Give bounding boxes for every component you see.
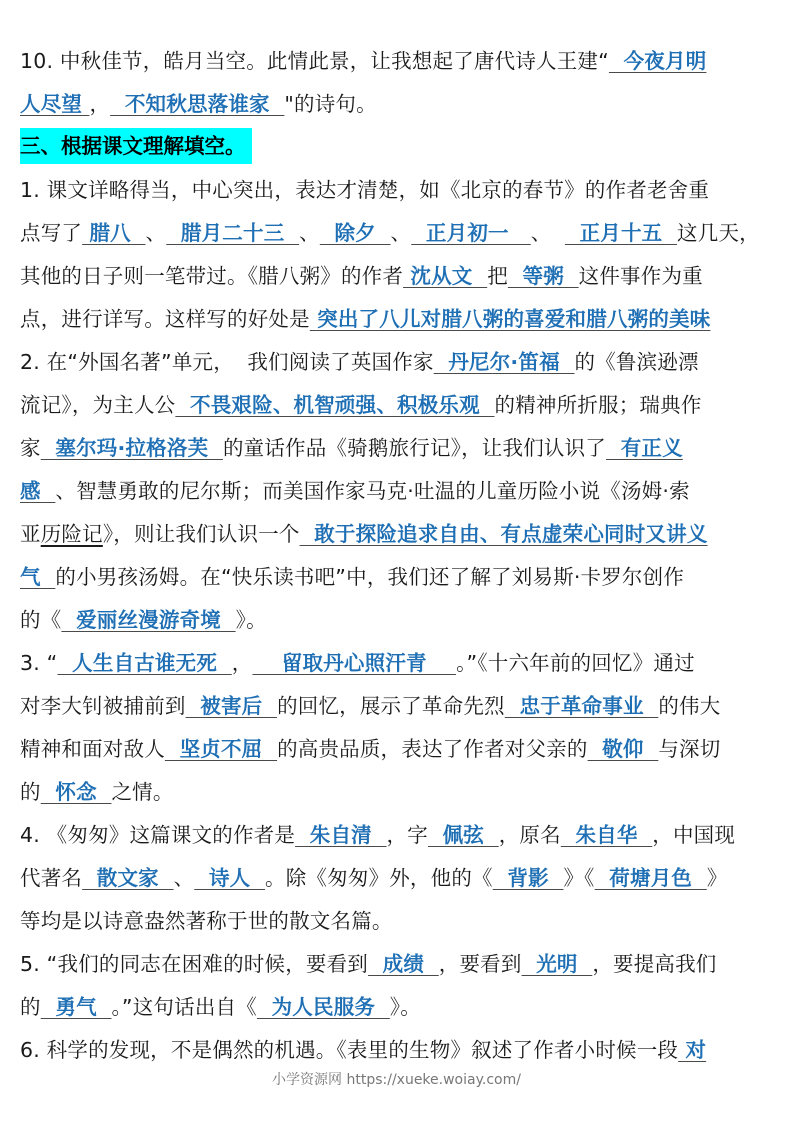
q2-line-4 [20,470,772,513]
q4-text: 代著名 [20,866,83,890]
q1-line-4 [20,298,772,341]
q5-answer-1: 成绩 [368,952,439,976]
q3-answer-5: 坚贞不屈 [164,737,278,761]
q3-text: 的回忆，展示了革命先烈 [277,694,505,718]
q1-sep: 、 [530,221,565,245]
q3-text: 之情。 [111,780,174,804]
section-3-heading: 三、根据课文理解填空。 [20,128,252,164]
q2-answer-4: 有正义 [606,436,683,460]
q3-sep: ， [231,651,253,675]
q6-text: 6. 科学的发现，不是偶然的机遇。《表里的生物》叙述了作者小时候一段 [20,1038,679,1062]
q2-text: 的小男孩汤姆。在“快乐读书吧”中，我们还了解了刘易斯·卡罗尔创作 [55,565,685,589]
q3-line-4 [20,771,772,814]
q1-line-1 [20,169,772,212]
q2-line-6 [20,556,772,599]
q4-answer-2: 佩弦 [427,823,499,847]
q4-text: 》《 [563,866,595,890]
q2-answer-3: 塞尔玛·拉格洛芙 [40,436,223,460]
q10-line-1 [20,40,772,83]
q1-sep: 、 [299,221,320,245]
q2-text: 》，则让我们认识一个 [102,522,300,546]
q3-answer-6: 敬仰 [587,737,659,761]
q3-text: 对李大钊被捕前到 [20,694,186,718]
q2-answer-1: 丹尼尔·笛福 [433,350,575,374]
q2-text: 家 [20,436,41,460]
q5-line-2 [20,986,772,1029]
q1-answer-3: 除夕 [319,221,391,245]
q4-answer-3: 朱自华 [560,823,653,847]
q5-answer-3: 勇气 [40,995,112,1019]
q10-line-2 [20,83,772,126]
q3-text: 精神和面对敌人 [20,737,165,761]
q2-line-3 [20,427,772,470]
q2-line-5 [20,513,772,556]
q1-answer-1: 腊八 [82,221,146,245]
section-3-heading-row [20,126,772,169]
q5-line-1 [20,943,772,986]
q1-line-3 [20,255,772,298]
document-page [20,40,772,1072]
q1-text: 把 [487,264,508,288]
q2-text: 的童话作品《骑鹅旅行记》，让我们认识了 [222,436,607,460]
q6-line-1 [20,1029,772,1072]
q5-text: ，要提高我们 [592,952,717,976]
q4-text: 等均是以诗意盎然著称于世的散文名篇。 [20,909,393,933]
q10-answer-2: 不知秋思落谁家 [110,92,285,116]
q1-text: 其他的日子则一笔带过。《腊八粥》的作者 [20,264,404,288]
q1-line-2 [20,212,772,255]
q4-text: ，中国现 [652,823,736,847]
q1-text: 这几天， [677,221,760,245]
q3-answer-2: 留取丹心照汗青 [252,651,457,675]
q1-answer-7: 等粥 [507,264,579,288]
q2-text: 亚 [20,522,41,546]
q4-answer-1: 朱自清 [295,823,387,847]
q10-sep: ， [89,92,111,116]
q2-answer-5-cont: 气 [20,565,56,589]
q4-text: 。除《匆匆》外，他的《 [265,866,493,890]
q2-answer-2: 不畏艰险、机智顽强、积极乐观 [175,393,495,417]
q3-answer-7: 怀念 [40,780,112,804]
q5-text: 。”这句话出自《 [111,995,257,1019]
q3-text: 的高贵品质，表达了作者对父亲的 [277,737,588,761]
q2-text: 的《鲁滨逊漂 [574,350,699,374]
q2-text: 流记》，为主人公 [20,393,176,417]
q4-line-2 [20,857,772,900]
q1-answer-4: 正月初一 [411,221,531,245]
q1-text: 点写了 [20,221,83,245]
q3-answer-3: 被害后 [185,694,278,718]
q2-line-1 [20,341,772,384]
q2-answer-4-cont: 感 [20,479,56,503]
q2-text: 、智慧勇敢的尼尔斯；而美国作家马克·吐温的儿童历险小说《汤姆·索 [55,479,690,503]
q10-post: "的诗句。 [284,92,377,116]
q6-answer-1: 对 [678,1038,707,1062]
q3-line-1 [20,642,772,685]
q1-answer-2: 腊月二十三 [166,221,300,245]
q5-sep: ，要看到 [438,952,522,976]
q2-answer-5: 敢于探险追求自由、有点虚荣心同时又讲义 [299,522,708,546]
q3-text: 的伟大 [658,694,721,718]
q3-text: 与深切 [658,737,721,761]
q2-line-2 [20,384,772,427]
q4-text: 》 [706,866,728,890]
q2-answer-6: 爱丽丝漫游奇境 [61,608,236,632]
q5-answer-4: 为人民服务 [256,995,390,1019]
q10-answer-1a: 今夜月明 [608,49,707,73]
q1-answer-8: 突出了八儿对腊八粥的喜爱和腊八粥的美味 [309,307,711,331]
q4-text: 4. 《匆匆》这篇课文的作者是 [20,823,296,847]
q3-answer-4: 忠于革命事业 [504,694,659,718]
q1-answer-5: 正月十五 [564,221,678,245]
q4-sep: 、 [173,866,195,890]
q5-text: 》。 [389,995,421,1019]
q4-sep: ，字 [386,823,428,847]
q4-line-3 [20,900,772,943]
q3-line-3 [20,728,772,771]
q1-sep: 、 [145,221,167,245]
q2-text: 的精神所折服；瑞典作 [494,393,702,417]
q4-answer-6: 背影 [492,866,564,890]
q5-text: 5. “我们的同志在困难的时候，要看到 [20,952,368,976]
q4-answer-7: 荷塘月色 [594,866,707,890]
q10-text: 10. 中秋佳节，皓月当空。此情此景，让我想起了唐代诗人王建“ [20,49,609,73]
q3-text: 的 [20,780,41,804]
footer-watermark: 小学资源网 https://xueke.woiay.com/ [272,1072,521,1088]
q1-text: 1. 课文详略得当，中心突出，表达才清楚，如《北京的春节》的作者老舍重 [20,178,710,202]
q2-text: 2. 在“外国名著”单元， 我们阅读了英国作家 [20,350,434,374]
q4-answer-5: 诗人 [194,866,266,890]
q4-sep: ，原名 [498,823,561,847]
q4-answer-4: 散文家 [82,866,174,890]
q3-text: 。”《十六年前的回忆》通过 [456,651,695,675]
q1-text: 点，进行详写。这样写的好处是 [20,307,310,331]
q5-answer-2: 光明 [521,952,593,976]
q2-text-underlined: 历险记 [40,522,103,546]
q10-answer-1b: 人尽望 [20,92,90,116]
q2-text: 的《 [20,608,62,632]
q2-text: 》。 [235,608,267,632]
q3-answer-1: 人生自古谁无死 [57,651,232,675]
q3-text: 3. “ [20,651,58,675]
q3-line-2 [20,685,772,728]
q1-text: 这件事作为重 [578,264,703,288]
q4-line-1 [20,814,772,857]
q2-line-7 [20,599,772,642]
q5-text: 的 [20,995,41,1019]
q1-answer-6: 沈从文 [403,264,488,288]
q1-sep: 、 [390,221,412,245]
